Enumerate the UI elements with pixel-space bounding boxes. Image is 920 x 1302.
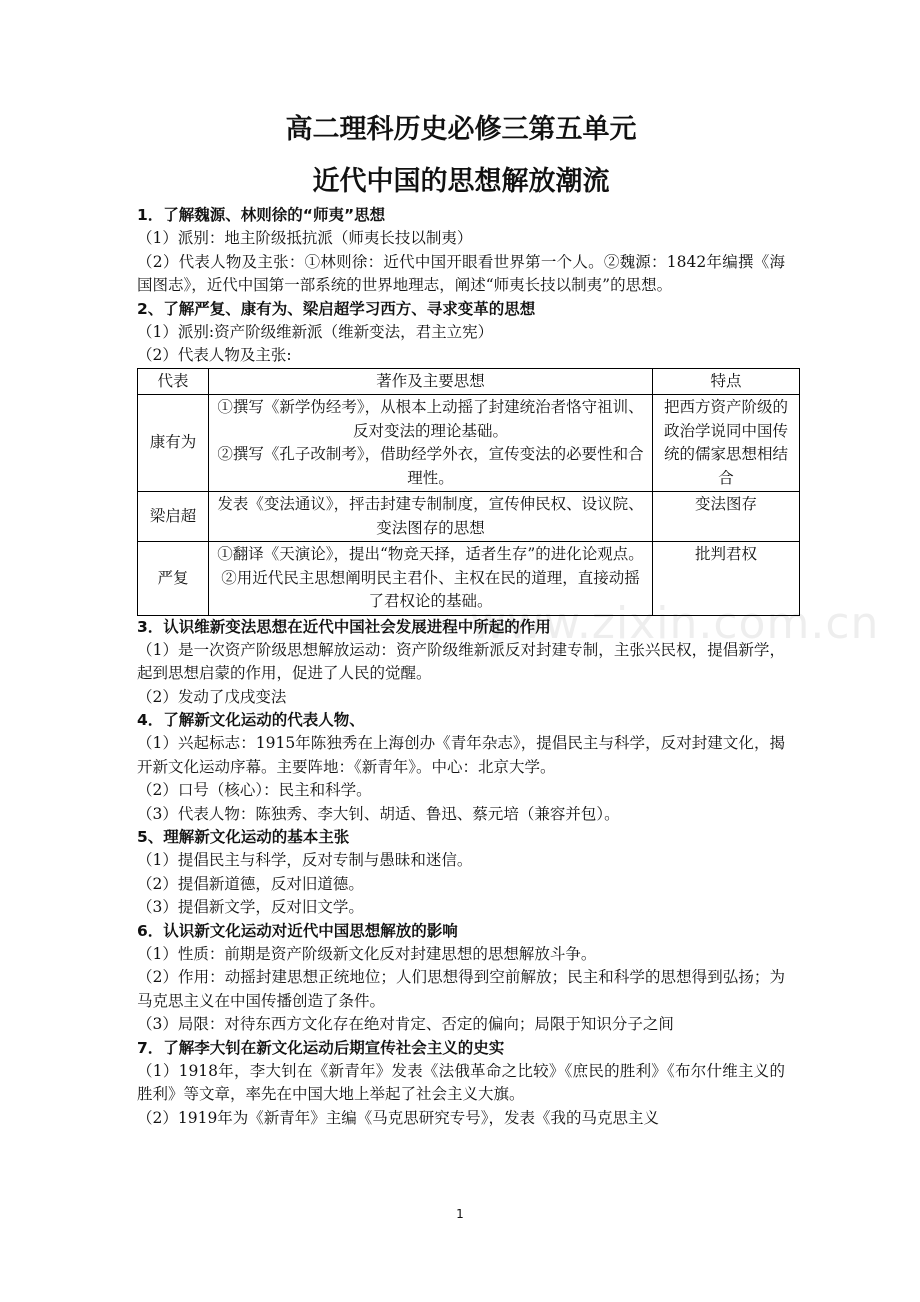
section-1-heading: 1．了解魏源、林则徐的“师夷”思想 [137,206,386,224]
section-5-para-2: （2）提倡新道德，反对旧道德。 [137,874,364,893]
section-2-para-1: （1）派别:资产阶级维新派（维新变法，君主立宪） [137,322,494,341]
section-7-para-1: （1）1918年，李大钊在《新青年》发表《法俄革命之比较》《庶民的胜利》《布尔什维主义的胜利》等文章，率先在中国大地上举起了社会主义大旗。 [137,1061,785,1103]
section-4-para-3: （3）代表人物：陈独秀、李大钊、胡适、鲁迅、蔡元培（兼容并包）。 [137,804,620,823]
table-cell-name: 严复 [138,542,209,616]
table-header: 代表 [138,368,209,395]
table-cell-ideas [209,542,653,616]
document-content [137,112,788,1130]
table-cell-feature: 把西方资产阶级的政治学说同中国传统的儒家思想相结合 [653,395,800,492]
section-6-para-3: （3）局限：对待东西方文化存在绝对肯定、否定的偏向；局限于知识分子之间 [137,1015,674,1033]
table-header-row [138,368,800,395]
section-6-para-2: （2）作用：动摇封建思想正统地位；人们思想得到空前解放；民主和科学的思想得到弘扬；为马克思主义在中国传播创造了条件。 [137,968,785,1010]
section-1-para-2: （2）代表人物及主张：①林则徐：近代中国开眼看世界第一个人。②魏源：1842年编撰《海国图志》，近代中国第一部系统的世界地理志，阐述“师夷长技以制夷”的思想。 [137,252,785,294]
section-6-heading: 6．认识新文化运动对近代中国思想解放的影响 [137,921,458,940]
section-1-para-1: （1）派别：地主阶级抵抗派（师夷长技以制夷） [137,229,473,247]
section-2-heading: 2、了解严复、康有为、梁启超学习西方、寻求变革的思想 [137,299,536,318]
idea-text: ①翻译《天演论》，提出“物竞天择，适者生存”的进化论观点。 [217,545,644,563]
section-2-para-2: （2）代表人物及主张: [137,346,292,364]
document-subtitle: 近代中国的思想解放潮流 [312,166,610,197]
watermark: www.zixin.com.cn [470,598,880,649]
idea-text: 发表《变法通议》，抨击封建专制制度，宣传伸民权、设议院、变法图存的思想 [217,495,644,537]
table-header: 特点 [653,368,800,395]
section-7-heading: 7．了解李大钊在新文化运动后期宣传社会主义的史实 [137,1038,505,1057]
table-cell-ideas [209,395,653,492]
section-3-para-1: （1）是一次资产阶级思想解放运动：资产阶级维新派反对封建专制，主张兴民权，提倡新学，起到思想启蒙的作用，促进了人民的觉醒。 [137,640,785,682]
section-4-para-1: （1）兴起标志：1915年陈独秀在上海创办《青年杂志》，提倡民主与科学，反对封建文化，揭开新文化运动序幕。主要阵地：《新青年》。中心：北京大学。 [137,734,785,776]
section-5-heading: 5、理解新文化运动的基本主张 [137,828,350,846]
table-cell-name: 梁启超 [138,492,209,542]
section-5-para-1: （1）提倡民主与科学，反对专制与愚昧和迷信。 [137,851,473,869]
section-3-heading: 3．认识维新变法思想在近代中国社会发展进程中所起的作用 [137,617,551,636]
table-cell-feature: 批判君权 [653,542,800,616]
section-7-para-2: （2）1919年为《新青年》主编《马克思研究专号》，发表《我的马克思主义 [137,1108,660,1127]
page-number: 1 [456,1207,464,1221]
document-title: 高二理科历史必修三第五单元 [285,114,637,145]
table-row [138,492,800,542]
section-3-para-2: （2）发动了戊戌变法 [137,687,287,706]
idea-text: ②用近代民主思想阐明民主君仆、主权在民的道理，直接动摇了君权论的基础。 [221,568,640,610]
section-4-heading: 4．了解新文化运动的代表人物、 [137,711,365,729]
table-cell-feature: 变法图存 [653,492,800,542]
section-6-para-1: （1）性质：前期是资产阶级新文化反对封建思想的思想解放斗争。 [137,944,597,963]
table-row [138,542,800,616]
section-5-para-3: （3）提倡新文学，反对旧文学。 [137,898,364,916]
table-row [138,395,800,492]
table-cell-name: 康有为 [138,395,209,492]
idea-text: ①撰写《新学伪经考》，从根本上动摇了封建统治者恪守祖训、反对变法的理论基础。 [217,398,644,440]
reformers-table [137,368,800,616]
table-cell-ideas [209,492,653,542]
idea-text: ②撰写《孔子改制考》，借助经学外衣，宣传变法的必要性和合理性。 [217,445,644,487]
table-header: 著作及主要思想 [209,368,653,395]
section-4-para-2: （2）口号（核心）：民主和科学。 [137,781,372,799]
